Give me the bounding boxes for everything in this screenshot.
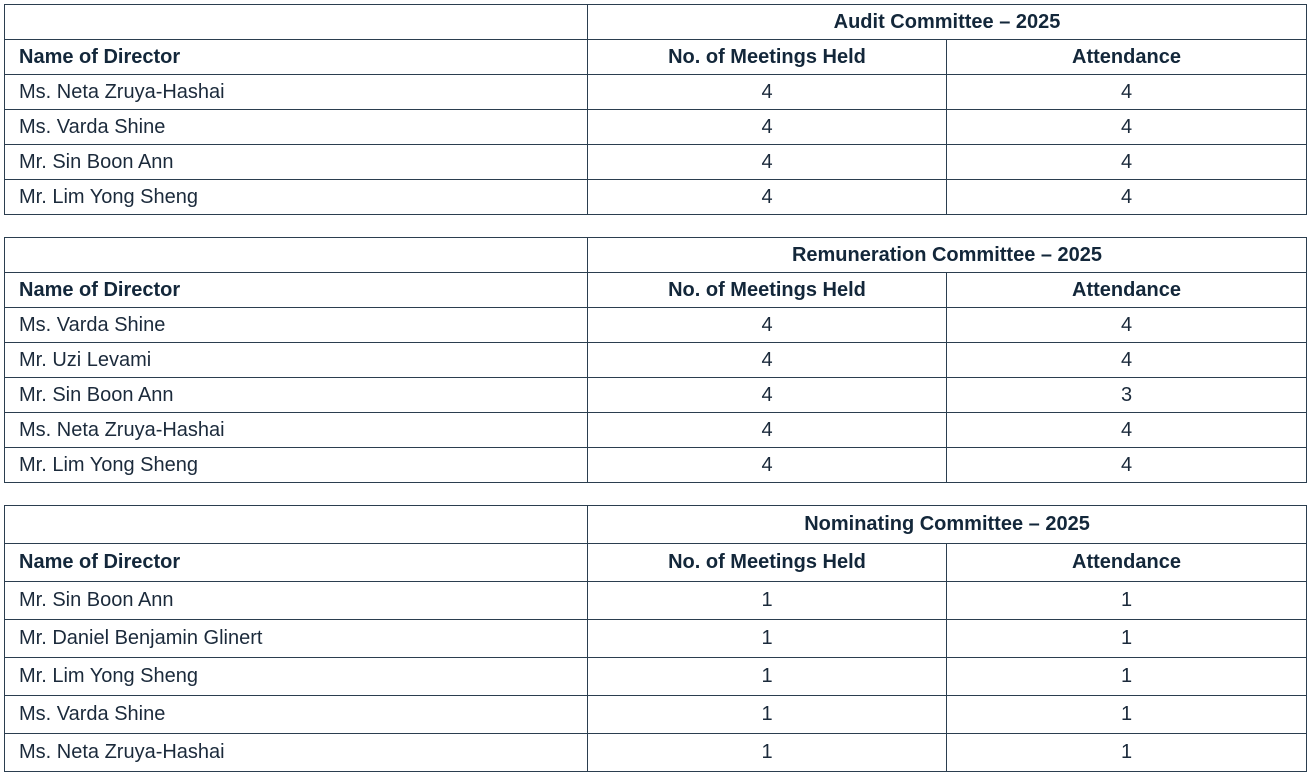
table-row xyxy=(5,180,1307,215)
attendance: 1 xyxy=(947,658,1307,696)
attendance: 3 xyxy=(947,378,1307,413)
table-row xyxy=(5,343,1307,378)
table-title-row xyxy=(5,238,1307,273)
director-name: Ms. Varda Shine xyxy=(5,110,588,145)
attendance: 1 xyxy=(947,696,1307,734)
director-name: Ms. Varda Shine xyxy=(5,308,588,343)
column-header-row xyxy=(5,544,1307,582)
meetings-held: 1 xyxy=(588,696,947,734)
director-name: Mr. Sin Boon Ann xyxy=(5,145,588,180)
attendance: 4 xyxy=(947,110,1307,145)
table-row xyxy=(5,308,1307,343)
header-attendance: Attendance xyxy=(947,40,1307,75)
column-header-row xyxy=(5,273,1307,308)
director-name: Mr. Lim Yong Sheng xyxy=(5,180,588,215)
attendance: 4 xyxy=(947,448,1307,483)
table-row xyxy=(5,582,1307,620)
header-name-of-director: Name of Director xyxy=(5,544,588,582)
meetings-held: 4 xyxy=(588,448,947,483)
table-row xyxy=(5,696,1307,734)
attendance: 4 xyxy=(947,180,1307,215)
attendance: 4 xyxy=(947,308,1307,343)
meetings-held: 1 xyxy=(588,734,947,772)
header-attendance: Attendance xyxy=(947,273,1307,308)
director-name: Ms. Neta Zruya-Hashai xyxy=(5,75,588,110)
table-title-row xyxy=(5,5,1307,40)
attendance: 4 xyxy=(947,413,1307,448)
attendance: 4 xyxy=(947,145,1307,180)
remuneration-committee-table xyxy=(4,237,1307,483)
table-row xyxy=(5,110,1307,145)
table-row xyxy=(5,658,1307,696)
meetings-held: 4 xyxy=(588,308,947,343)
attendance: 1 xyxy=(947,582,1307,620)
empty-header-cell xyxy=(5,5,588,40)
attendance: 1 xyxy=(947,734,1307,772)
meetings-held: 1 xyxy=(588,620,947,658)
director-name: Mr. Uzi Levami xyxy=(5,343,588,378)
attendance: 4 xyxy=(947,75,1307,110)
table-row xyxy=(5,734,1307,772)
attendance: 4 xyxy=(947,343,1307,378)
meetings-held: 4 xyxy=(588,413,947,448)
table-row xyxy=(5,378,1307,413)
empty-header-cell xyxy=(5,506,588,544)
director-name: Mr. Sin Boon Ann xyxy=(5,378,588,413)
table-row xyxy=(5,448,1307,483)
director-name: Mr. Daniel Benjamin Glinert xyxy=(5,620,588,658)
meetings-held: 1 xyxy=(588,658,947,696)
meetings-held: 4 xyxy=(588,180,947,215)
table-row xyxy=(5,620,1307,658)
header-meetings-held: No. of Meetings Held xyxy=(588,273,947,308)
meetings-held: 4 xyxy=(588,75,947,110)
audit-committee-table xyxy=(4,4,1307,215)
meetings-held: 4 xyxy=(588,145,947,180)
table-row xyxy=(5,145,1307,180)
attendance: 1 xyxy=(947,620,1307,658)
director-name: Mr. Sin Boon Ann xyxy=(5,582,588,620)
header-name-of-director: Name of Director xyxy=(5,40,588,75)
committee-title: Nominating Committee – 2025 xyxy=(588,506,1307,544)
director-name: Ms. Neta Zruya-Hashai xyxy=(5,413,588,448)
director-name: Mr. Lim Yong Sheng xyxy=(5,658,588,696)
meetings-held: 1 xyxy=(588,582,947,620)
nominating-committee-table xyxy=(4,505,1307,772)
meetings-held: 4 xyxy=(588,343,947,378)
meetings-held: 4 xyxy=(588,110,947,145)
committee-title: Remuneration Committee – 2025 xyxy=(588,238,1307,273)
director-name: Ms. Varda Shine xyxy=(5,696,588,734)
column-header-row xyxy=(5,40,1307,75)
empty-header-cell xyxy=(5,238,588,273)
table-row xyxy=(5,413,1307,448)
table-title-row xyxy=(5,506,1307,544)
director-name: Ms. Neta Zruya-Hashai xyxy=(5,734,588,772)
director-name: Mr. Lim Yong Sheng xyxy=(5,448,588,483)
committee-title: Audit Committee – 2025 xyxy=(588,5,1307,40)
table-row xyxy=(5,75,1307,110)
meetings-held: 4 xyxy=(588,378,947,413)
header-meetings-held: No. of Meetings Held xyxy=(588,544,947,582)
header-meetings-held: No. of Meetings Held xyxy=(588,40,947,75)
header-name-of-director: Name of Director xyxy=(5,273,588,308)
header-attendance: Attendance xyxy=(947,544,1307,582)
